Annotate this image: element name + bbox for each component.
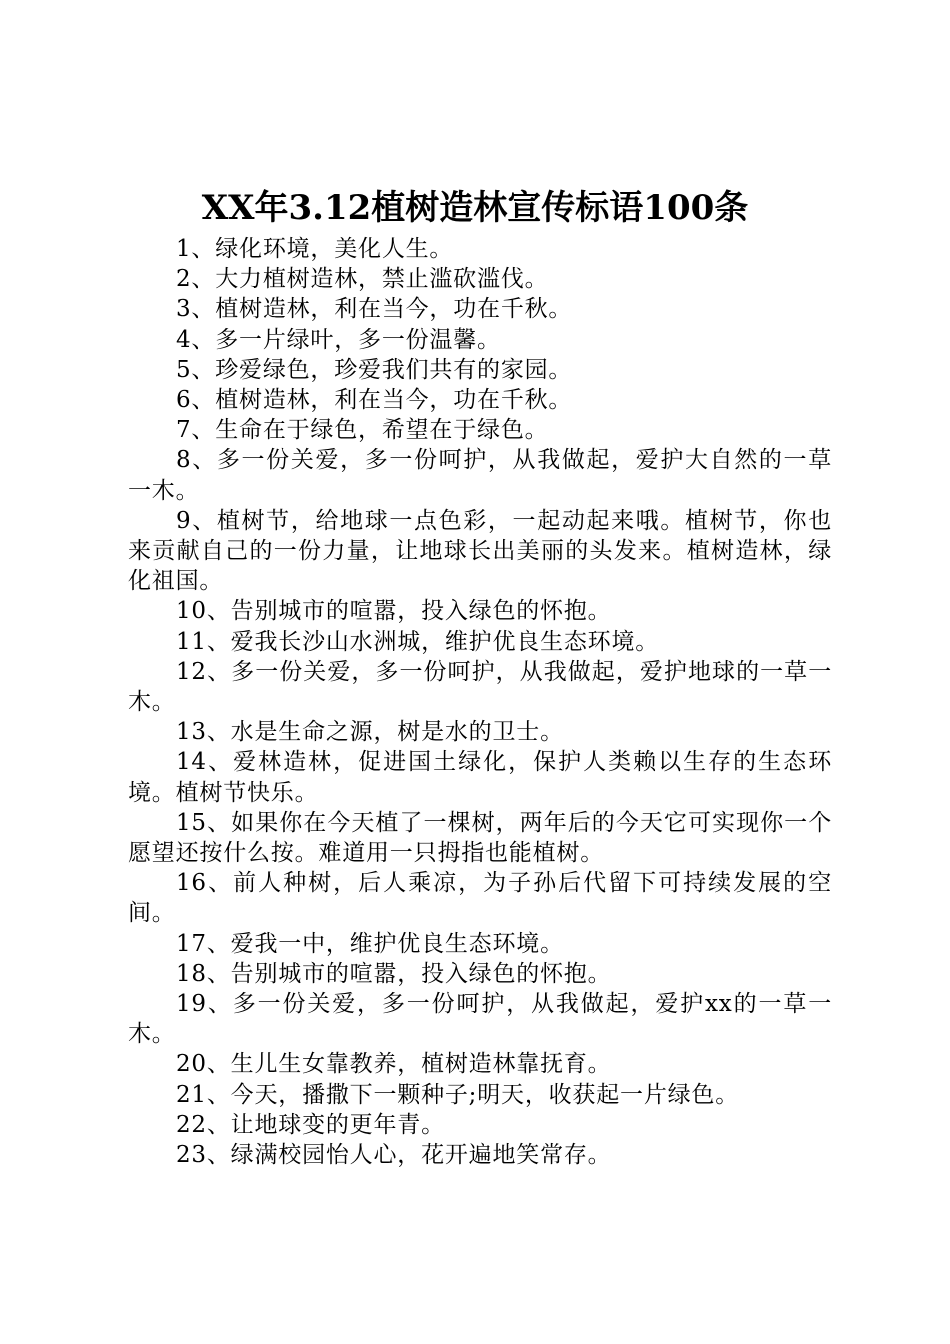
list-item: 7、生命在于绿色，希望在于绿色。 xyxy=(176,417,549,444)
list-item: 23、绿满校园怡人心，花开遍地笑常存。 xyxy=(176,1142,612,1169)
list-item: 22、让地球变的更年青。 xyxy=(176,1111,445,1138)
list-item: 2、大力植树造林，禁止滥砍滥伐。 xyxy=(176,266,549,293)
list-item: 17、爱我一中，维护优良生态环境。 xyxy=(176,930,564,957)
list-item: 21、今天，播撒下一颗种子;明天，收获起一片绿色。 xyxy=(176,1081,740,1108)
list-item: 4、多一片绿叶，多一份温馨。 xyxy=(176,326,501,353)
list-item: 18、告别城市的喧嚣，投入绿色的怀抱。 xyxy=(176,960,612,987)
list-item: 14、爱林造林，促进国土绿化，保护人类赖以生存的生态环境。植树节快乐。 xyxy=(128,749,832,806)
list-item: 9、植树节，给地球一点色彩，一起动起来哦。植树节，你也来贡献自己的一份力量，让地球长出美丽的头发来。植树造林，绿化祖国。 xyxy=(128,507,832,595)
list-item: 8、多一份关爱，多一份呵护，从我做起，爱护大自然的一草一木。 xyxy=(128,447,832,504)
list-item: 6、植树造林，利在当今，功在千秋。 xyxy=(176,387,573,414)
list-item: 12、多一份关爱，多一份呵护，从我做起，爱护地球的一草一木。 xyxy=(128,658,832,716)
page-title: XX年3.12植树造林宣传标语100条 xyxy=(201,188,749,228)
list-item: 3、植树造林，利在当今，功在千秋。 xyxy=(176,296,573,323)
list-item: 19、多一份关爱，多一份呵护，从我做起，爱护xx的一草一木。 xyxy=(128,991,832,1048)
list-item: 20、生儿生女靠教养，植树造林靠抚育。 xyxy=(176,1051,612,1078)
slogan-list xyxy=(128,234,832,1170)
list-item: 11、爱我长沙山水洲城，维护优良生态环境。 xyxy=(176,628,660,655)
list-item: 5、珍爱绿色，珍爱我们共有的家园。 xyxy=(176,356,573,383)
list-item: 1、绿化环境，美化人生。 xyxy=(176,236,454,262)
list-item: 16、前人种树，后人乘凉，为子孙后代留下可持续发展的空间。 xyxy=(128,870,832,927)
list-item: 13、水是生命之源，树是水的卫士。 xyxy=(176,719,564,746)
list-item: 15、如果你在今天植了一棵树，两年后的今天它可实现你一个愿望还按什么按。难道用一只拇指也能植树。 xyxy=(128,809,832,867)
list-item: 10、告别城市的喧嚣，投入绿色的怀抱。 xyxy=(176,598,612,625)
